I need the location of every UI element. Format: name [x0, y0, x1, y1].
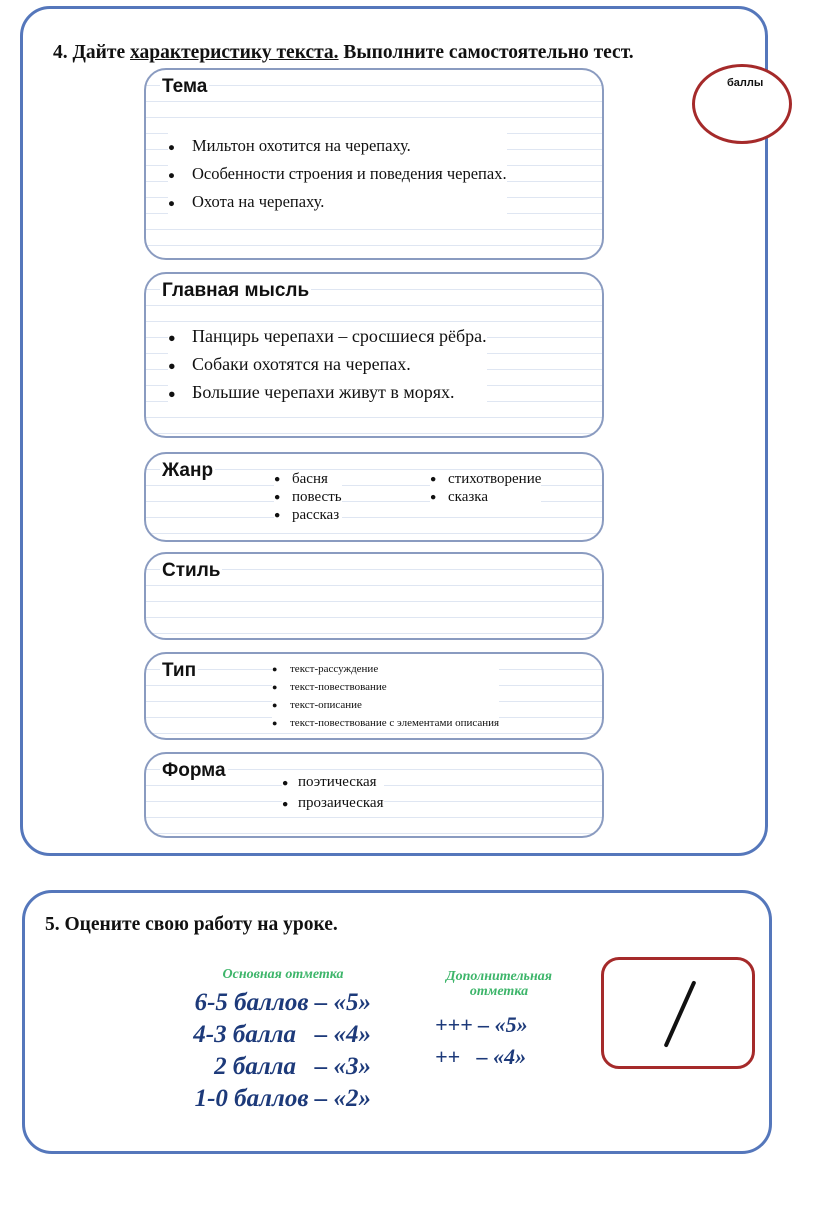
theme-options — [168, 132, 507, 216]
list-item[interactable]: ● текст-рассуждение — [272, 660, 499, 678]
card-form — [144, 752, 604, 838]
grade-row: 2 балла – «3» — [214, 1053, 371, 1080]
list-item[interactable]: ● Большие черепахи живут в морях. — [168, 378, 487, 406]
genre-options-col2 — [430, 470, 541, 506]
card-title: Жанр — [162, 460, 214, 481]
list-item[interactable]: ● басня — [274, 470, 342, 488]
card-type — [144, 652, 604, 740]
grade-row: 4-3 балла – «4» — [193, 1021, 371, 1048]
mark-box[interactable] — [601, 957, 755, 1069]
grade-row: +++ – «5» — [435, 1012, 528, 1037]
list-item[interactable]: ● текст-повествование — [272, 678, 499, 696]
main-grade-heading: Основная отметка — [222, 967, 344, 982]
list-item[interactable]: ● сказка — [430, 488, 541, 506]
card-genre — [144, 452, 604, 542]
card-title: Форма — [162, 760, 226, 781]
list-item[interactable]: ● повесть — [274, 488, 342, 506]
form-options — [282, 772, 384, 814]
task-4-title: 4. Дайте характеристику текста. Выполните самостоятельно тест. — [53, 42, 634, 63]
list-item[interactable]: ● Собаки охотятся на черепах. — [168, 350, 487, 378]
list-item[interactable]: ● Мильтон охотится на черепаху. — [168, 132, 507, 160]
task-5-frame — [22, 890, 772, 1154]
list-item[interactable]: ● Панцирь черепахи – сросшиеся рёбра. — [168, 322, 487, 350]
grade-row: 6-5 баллов – «5» — [194, 989, 371, 1016]
main-idea-options — [168, 322, 487, 406]
list-item[interactable]: ● поэтическая — [282, 772, 384, 793]
additional-grade-heading: Дополнительная отметка — [446, 969, 552, 999]
grade-row: 1-0 баллов – «2» — [194, 1085, 371, 1112]
handwritten-slash-mark — [664, 980, 697, 1047]
main-grade-scale — [153, 987, 371, 1115]
list-item[interactable]: ● Особенности строения и поведения черепах. — [168, 160, 507, 188]
grade-row: ++ – «4» — [435, 1044, 527, 1069]
type-options — [272, 660, 499, 732]
card-title: Главная мысль — [162, 280, 310, 301]
list-item[interactable]: ● прозаическая — [282, 793, 384, 814]
list-item[interactable]: ● рассказ — [274, 506, 342, 524]
card-title: Стиль — [162, 560, 221, 581]
list-item[interactable]: ● Охота на черепаху. — [168, 188, 507, 216]
card-title: Тема — [162, 76, 208, 97]
card-title: Тип — [162, 660, 197, 681]
score-circle[interactable] — [692, 64, 792, 144]
additional-grade-scale — [435, 1009, 528, 1073]
card-theme — [144, 68, 604, 260]
list-item[interactable]: ● текст-описание — [272, 696, 499, 714]
card-main-idea — [144, 272, 604, 438]
list-item[interactable]: ● текст-повествование с элементами описания — [272, 714, 499, 732]
card-style[interactable] — [144, 552, 604, 640]
genre-options-col1 — [274, 470, 342, 524]
score-label: баллы — [727, 77, 764, 89]
list-item[interactable]: ● стихотворение — [430, 470, 541, 488]
task-5-title: 5. Оцените свою работу на уроке. — [45, 914, 338, 935]
task-4-underlined: характеристику текста. — [130, 42, 339, 63]
